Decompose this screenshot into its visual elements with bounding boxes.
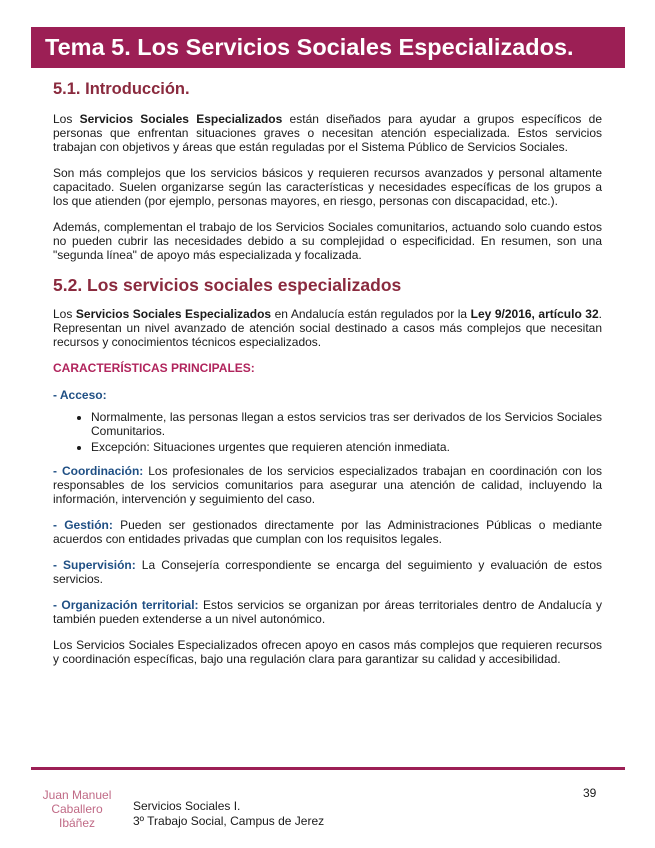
law-reference: Ley 9/2016, artículo 32 bbox=[470, 307, 599, 321]
coordinacion-label: - Coordinación: bbox=[53, 464, 144, 478]
course-details: 3º Trabajo Social, Campus de Jerez bbox=[133, 814, 325, 828]
title-bar bbox=[31, 27, 625, 68]
intro-paragraph-1: Los Servicios Sociales Especializados están diseñados para ayudar a grupos específicos de personas que enfrentan situaciones graves o necesitan atención especializada. Estos servicios trabajan con objetivos y áreas que están reguladas por el Sistema Público de Servicios Sociales. bbox=[53, 112, 602, 154]
characteristics-heading: CARACTERÍSTICAS PRINCIPALES: bbox=[53, 361, 255, 375]
section-heading-services: 5.2. Los servicios sociales especializados bbox=[53, 275, 402, 295]
page-title: Tema 5. Los Servicios Sociales Especializados. bbox=[45, 34, 574, 60]
bold-term: Servicios Sociales Especializados bbox=[75, 307, 272, 321]
organizacion-label: - Organización territorial: bbox=[53, 598, 199, 612]
list-item: • Normalmente, las personas llegan a estos servicios tras ser derivados de los Servicios Sociales Comunitarios. bbox=[91, 410, 602, 438]
acceso-list bbox=[53, 410, 602, 454]
gestion-label: - Gestión: bbox=[53, 518, 113, 532]
course-info bbox=[133, 799, 324, 829]
organizacion-paragraph: - Organización territorial: Estos servicios se organizan por áreas territoriales dentro de Andalucía y también pueden extenderse a un nivel autonómico. bbox=[53, 598, 602, 626]
section-heading-intro: 5.1. Introducción. bbox=[53, 80, 190, 98]
bold-term: Servicios Sociales Especializados bbox=[79, 112, 283, 126]
intro-paragraph-3: Además, complementan el trabajo de los Servicios Sociales comunitarios, actuando solo cuando estos no pueden cubrir las necesidades debido a su complejidad o especificidad. En resumen, son una "segunda línea" de apoyo más especializada y focalizada. bbox=[53, 220, 602, 262]
author-name: Juan Manuel Caballero Ibáñez bbox=[42, 788, 112, 830]
list-item: • Excepción: Situaciones urgentes que requieren atención inmediata. bbox=[91, 440, 602, 454]
document-body bbox=[53, 78, 602, 678]
acceso-label: - Acceso: bbox=[53, 388, 107, 402]
services-paragraph-1: Los Servicios Sociales Especializados en Andalucía están regulados por la Ley 9/2016, artículo 32. Representan un nivel avanzado de atención social destinado a casos más complejos que necesitan recursos y conocimientos técnicos especializados. bbox=[53, 307, 602, 349]
intro-paragraph-2: Son más complejos que los servicios básicos y requieren recursos avanzados y personal altamente capacitado. Suelen organizarse según las características y necesidades específicas de los grupos a los que atienden (por ejemplo, personas mayores, en riesgo, personas con discapacidad, etc.). bbox=[53, 166, 602, 208]
course-name: Servicios Sociales I. bbox=[133, 799, 241, 813]
supervision-label: - Supervisión: bbox=[53, 558, 136, 572]
closing-paragraph: Los Servicios Sociales Especializados ofrecen apoyo en casos más complejos que requieren recursos y coordinación específicas, bajo una regulación clara para garantizar su calidad y accesibilidad. bbox=[53, 638, 602, 666]
page-number: 39 bbox=[583, 786, 597, 800]
footer-divider bbox=[31, 767, 625, 770]
coordinacion-paragraph: - Coordinación: Los profesionales de los servicios especializados trabajan en coordinación con los responsables de los servicios comunitarios para asegurar una atención de calidad, incluyendo la información, intervención y seguimiento del caso. bbox=[53, 464, 602, 506]
gestion-paragraph: - Gestión: Pueden ser gestionados directamente por las Administraciones Públicas o mediante acuerdos con entidades privadas que cumplan con los requisitos legales. bbox=[53, 518, 602, 546]
supervision-paragraph: - Supervisión: La Consejería correspondiente se encarga del seguimiento y evaluación de estos servicios. bbox=[53, 558, 602, 586]
acceso-label-line bbox=[53, 388, 602, 402]
